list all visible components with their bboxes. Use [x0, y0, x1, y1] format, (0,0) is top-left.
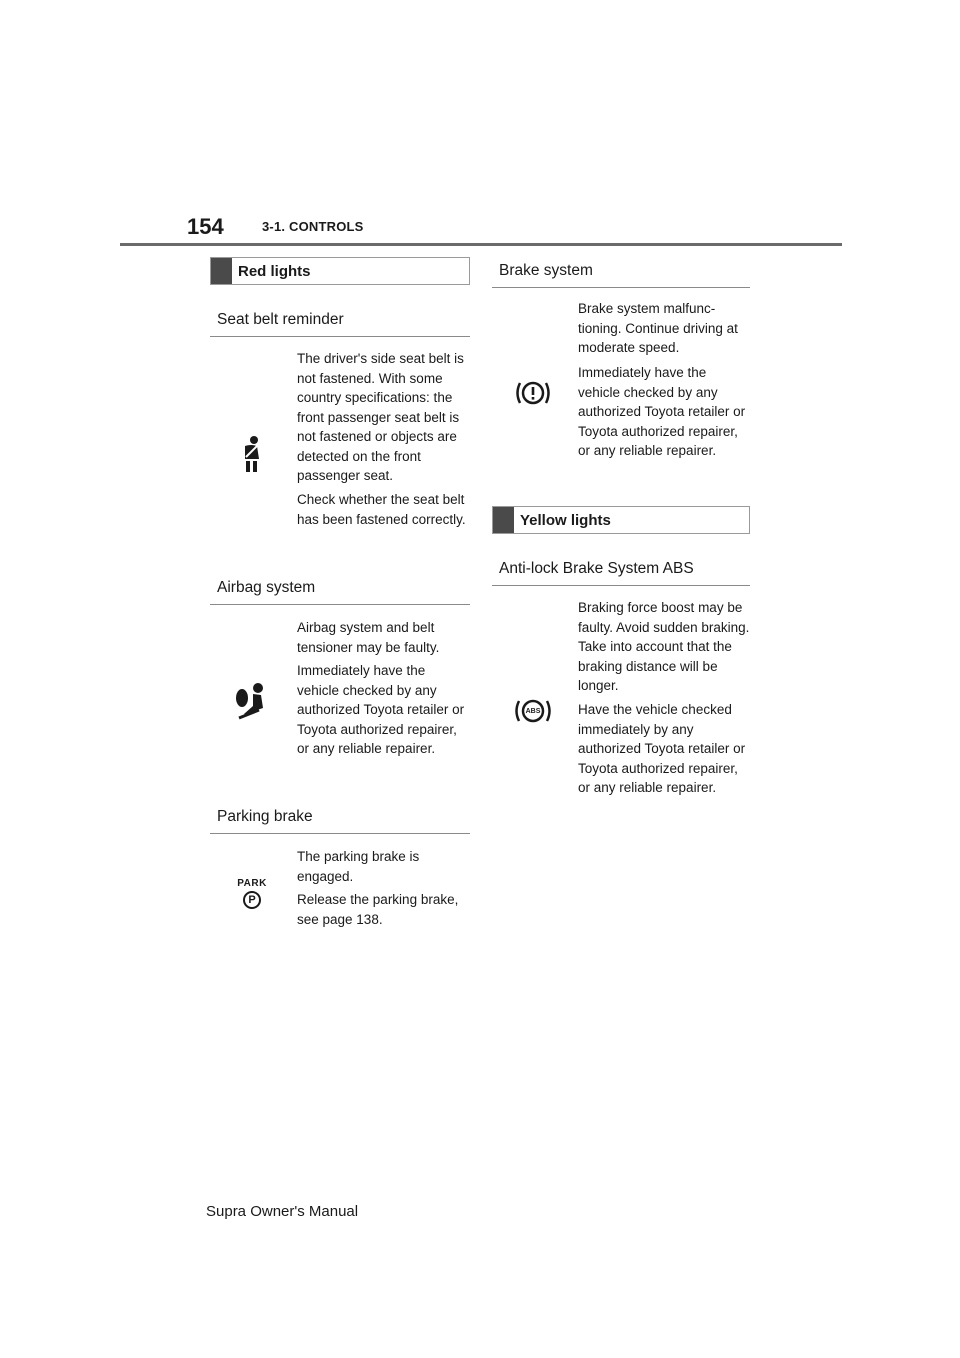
- abs-heading: Anti-lock Brake System ABS: [492, 556, 750, 586]
- category-marker: [493, 507, 514, 533]
- seat-belt-heading: Seat belt reminder: [210, 307, 470, 337]
- seat-belt-text-1: The driver's side seat belt is not fastened. With some country specifications: the front passenger seat belt is not fastened or objects are detected on the front passenger seat.: [297, 351, 464, 483]
- brake-system-heading: Brake system: [492, 258, 750, 288]
- airbag-heading: Airbag system: [210, 575, 470, 605]
- brake-system-text-1: Brake system malfunc-tioning. Continue driving at moderate speed.: [578, 301, 738, 355]
- footer-text: Supra Owner's Manual: [206, 1203, 359, 1220]
- parking-brake-icon-letter: P: [243, 891, 261, 909]
- parking-brake-text-2: Release the parking brake, see page 138.: [297, 892, 459, 927]
- brake-warning-icon: [512, 376, 554, 410]
- seat-belt-text-2: Check whether the seat belt has been fastened correctly.: [297, 492, 466, 527]
- parking-brake-icon-text: PARK: [237, 877, 267, 889]
- category-yellow-lights: [492, 506, 750, 534]
- category-label: Yellow lights: [520, 511, 611, 529]
- abs-text-2: Have the vehicle checked immediately by any authorized Toyota retailer or Toyota authorized repairer, or any reliable repairer.: [578, 702, 746, 795]
- abs-text-1: Braking force boost may be faulty. Avoid sudden braking. Take into account that the braking distance will be longer.: [578, 600, 750, 693]
- airbag-icon: [230, 680, 274, 722]
- page-number: 154: [187, 214, 224, 239]
- header-rule: [120, 243, 842, 246]
- abs-icon-text: ABS: [525, 707, 541, 715]
- category-red-lights: [210, 257, 470, 285]
- category-marker: [211, 258, 232, 284]
- parking-brake-heading: Parking brake: [210, 804, 470, 834]
- parking-brake-text-1: The parking brake is engaged.: [297, 849, 420, 884]
- abs-icon: [512, 694, 554, 728]
- parking-brake-icon: [232, 874, 272, 912]
- brake-system-text-2: Immediately have the vehicle checked by any authorized Toyota retailer or Toyota authorized repairer, or any reliable repairer.: [578, 365, 746, 458]
- category-label: Red lights: [238, 262, 311, 280]
- airbag-text-1: Airbag system and belt tensioner may be faulty.: [297, 620, 440, 655]
- section-title: 3-1. CONTROLS: [262, 219, 364, 234]
- airbag-text-2: Immediately have the vehicle checked by any authorized Toyota retailer or Toyota authorized repairer, or any reliable repairer.: [297, 663, 465, 756]
- seat-belt-icon: [232, 432, 272, 476]
